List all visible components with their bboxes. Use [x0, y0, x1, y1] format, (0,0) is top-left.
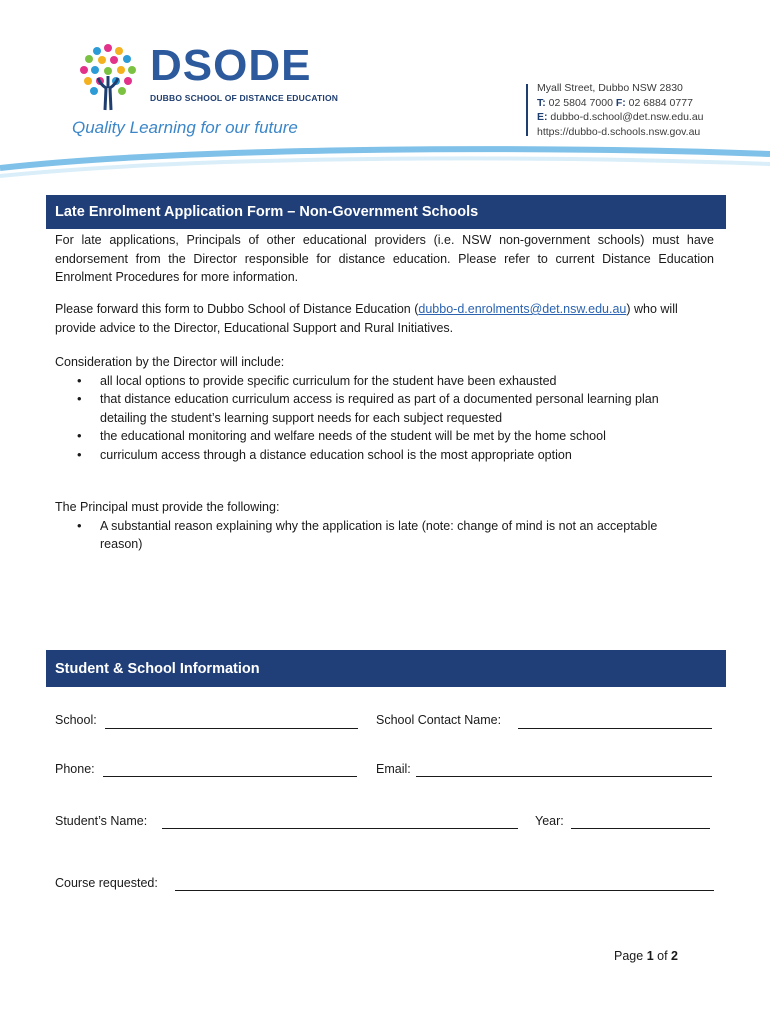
- header-wave-divider: [0, 146, 770, 186]
- list-item: • the educational monitoring and welfare needs of the student will be met by the home school: [55, 427, 695, 446]
- email-field[interactable]: [416, 776, 712, 777]
- logo-name: DSODE: [150, 41, 312, 90]
- phone-value: 02 5804 7000: [548, 96, 613, 109]
- principal-intro: The Principal must provide the following:: [55, 500, 280, 514]
- section-title-student-school: Student & School Information: [46, 650, 726, 687]
- year-label: Year:: [535, 814, 564, 828]
- consideration-block: [55, 353, 714, 464]
- tagline: Quality Learning for our future: [72, 118, 298, 137]
- contact-block: [537, 81, 704, 139]
- school-contact-field[interactable]: [518, 728, 712, 729]
- intro-paragraph: For late applications, Principals of other educational providers (i.e. NSW non-government schools) must have endorsement from the Director responsible for distance education. Please refer to current Distance Education Enrolment Procedures for more information.: [55, 233, 714, 284]
- forward-paragraph: Please forward this form to Dubbo School of Distance Education (dubbo-d.enrolments@det.nsw.edu.au) who will provide advice to the Director, Educational Support and Rural Initiatives.: [55, 302, 678, 335]
- phone-field[interactable]: [103, 776, 357, 777]
- school-field[interactable]: [105, 728, 358, 729]
- email-label: Email:: [376, 762, 411, 776]
- school-label: School:: [55, 713, 97, 727]
- phone-label: Phone:: [55, 762, 95, 776]
- section-title-late-enrolment: Late Enrolment Application Form – Non-Government Schools: [46, 195, 726, 229]
- list-item: • all local options to provide specific curriculum for the student have been exhausted: [55, 372, 695, 391]
- logo-subtitle: DUBBO SCHOOL OF DISTANCE EDUCATION: [150, 93, 339, 103]
- address: Myall Street, Dubbo NSW 2830: [537, 82, 683, 94]
- student-name-label: Student’s Name:: [55, 814, 148, 828]
- list-item: • A substantial reason explaining why the application is late (note: change of mind is not an acceptable reason): [55, 517, 675, 554]
- website[interactable]: https://dubbo-d.schools.nsw.gov.au: [537, 125, 701, 138]
- course-label: Course requested:: [55, 876, 158, 890]
- school-contact-label: School Contact Name:: [376, 713, 502, 727]
- phone-line: T: 02 5804 7000 F: 02 6884 0777: [537, 96, 693, 109]
- list-item: • curriculum access through a distance education school is the most appropriate option: [55, 446, 695, 465]
- consideration-intro: Consideration by the Director will include:: [55, 355, 285, 369]
- contact-divider: [526, 84, 528, 136]
- page-number: Page 1 of 2: [614, 949, 678, 963]
- school-email[interactable]: dubbo-d.school@det.nsw.edu.au: [550, 111, 704, 123]
- fax-value: 02 6884 0777: [628, 96, 693, 109]
- student-name-field[interactable]: [162, 828, 518, 829]
- list-item: • that distance education curriculum access is required as part of a documented personal learning plan detailing the student’s learning support needs for each subject requested: [55, 390, 695, 427]
- course-field[interactable]: [175, 890, 714, 891]
- enrolments-email-link[interactable]: dubbo-d.enrolments@det.nsw.edu.au: [418, 302, 627, 316]
- email-line: E: dubbo-d.school@det.nsw.edu.au: [537, 111, 704, 123]
- school-logo-tree-icon: [72, 40, 144, 112]
- year-field[interactable]: [571, 828, 710, 829]
- principal-block: [55, 498, 714, 554]
